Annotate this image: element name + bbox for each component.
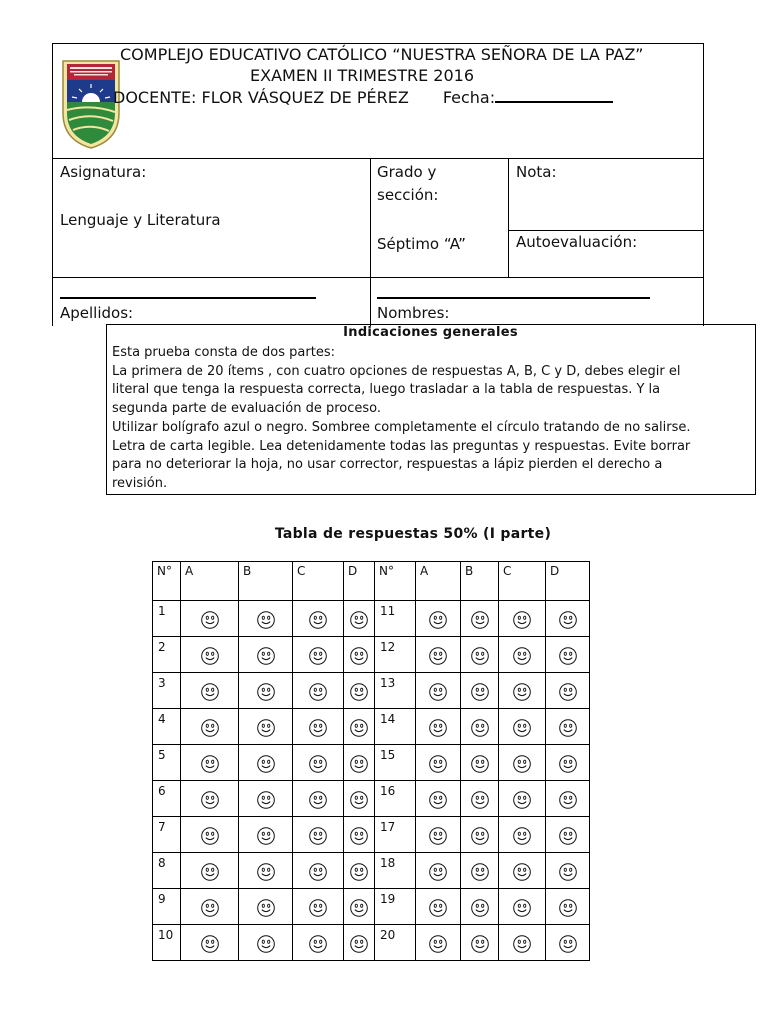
asignatura-label: Asignatura: bbox=[60, 163, 147, 181]
smiley-bubble-icon bbox=[512, 898, 532, 918]
answer-bubble-c[interactable] bbox=[293, 673, 344, 709]
answer-bubble-a[interactable] bbox=[416, 745, 461, 781]
answer-bubble-c[interactable] bbox=[499, 853, 546, 889]
smiley-bubble-icon bbox=[512, 790, 532, 810]
answer-bubble-a[interactable] bbox=[416, 709, 461, 745]
question-number-label: 19 bbox=[380, 892, 396, 906]
smiley-bubble-icon bbox=[558, 898, 578, 918]
smiley-bubble-icon bbox=[512, 934, 532, 954]
question-number-label: 16 bbox=[380, 784, 396, 798]
answer-bubble-d[interactable] bbox=[546, 745, 590, 781]
smiley-bubble-icon bbox=[558, 718, 578, 738]
smiley-bubble-icon bbox=[512, 610, 532, 630]
question-number-label: 17 bbox=[380, 820, 396, 834]
smiley-bubble-icon bbox=[349, 826, 369, 846]
header-a: A bbox=[416, 562, 461, 601]
answer-bubble-a[interactable] bbox=[416, 817, 461, 853]
indications-line: Esta prueba consta de dos partes: bbox=[112, 345, 335, 360]
answer-bubble-d[interactable] bbox=[344, 925, 375, 961]
smiley-bubble-icon bbox=[428, 862, 448, 882]
header-d: D bbox=[344, 562, 375, 601]
indications-line: La primera de 20 ítems , con cuatro opciones de respuestas A, B, C y D, debes elegir el bbox=[112, 363, 681, 379]
autoevaluacion-label: Autoevaluación: bbox=[516, 233, 638, 251]
smiley-bubble-icon bbox=[349, 718, 369, 738]
date-field[interactable] bbox=[495, 86, 613, 103]
answer-bubble-c[interactable] bbox=[499, 925, 546, 961]
smiley-bubble-icon bbox=[256, 898, 276, 918]
question-number-label: 1 bbox=[158, 604, 166, 618]
answer-table-caption: Tabla de respuestas 50% (I parte) bbox=[274, 526, 552, 542]
answer-bubble-d[interactable] bbox=[344, 745, 375, 781]
teacher-line bbox=[60, 86, 756, 108]
smiley-bubble-icon bbox=[308, 682, 328, 702]
smiley-bubble-icon bbox=[558, 862, 578, 882]
answer-row bbox=[153, 781, 590, 817]
smiley-bubble-icon bbox=[558, 790, 578, 810]
indications-line: literal que tenga la respuesta correcta, luego trasladar a la tabla de respuestas. Y la bbox=[112, 382, 661, 398]
smiley-bubble-icon bbox=[349, 610, 369, 630]
answer-bubble-a[interactable] bbox=[181, 601, 239, 637]
smiley-bubble-icon bbox=[470, 754, 490, 774]
answer-bubble-a[interactable] bbox=[416, 781, 461, 817]
info-divider bbox=[52, 277, 704, 278]
smiley-bubble-icon bbox=[470, 862, 490, 882]
answer-bubble-d[interactable] bbox=[546, 925, 590, 961]
smiley-bubble-icon bbox=[470, 718, 490, 738]
answer-bubble-d[interactable] bbox=[344, 601, 375, 637]
header-b: B bbox=[239, 562, 293, 601]
smiley-bubble-icon bbox=[470, 826, 490, 846]
smiley-bubble-icon bbox=[428, 898, 448, 918]
indications-line: Letra de carta legible. Lea detenidamente todas las preguntas y respuestas. Evite borrar bbox=[112, 438, 691, 454]
smiley-bubble-icon bbox=[308, 862, 328, 882]
answer-bubble-b[interactable] bbox=[461, 709, 499, 745]
header-c: C bbox=[293, 562, 344, 601]
answer-bubble-b[interactable] bbox=[239, 601, 293, 637]
answer-row bbox=[153, 601, 590, 637]
question-number-label: 11 bbox=[380, 604, 396, 618]
smiley-bubble-icon bbox=[200, 754, 220, 774]
smiley-bubble-icon bbox=[428, 610, 448, 630]
answer-bubble-c[interactable] bbox=[293, 637, 344, 673]
question-number bbox=[375, 817, 416, 853]
answer-bubble-a[interactable] bbox=[416, 925, 461, 961]
smiley-bubble-icon bbox=[308, 934, 328, 954]
smiley-bubble-icon bbox=[428, 718, 448, 738]
nombres-field[interactable] bbox=[377, 297, 650, 299]
smiley-bubble-icon bbox=[200, 826, 220, 846]
apellidos-label: Apellidos: bbox=[60, 304, 134, 322]
question-number-label: 18 bbox=[380, 856, 396, 870]
question-number bbox=[375, 925, 416, 961]
header-number: N° bbox=[153, 562, 181, 601]
smiley-bubble-icon bbox=[200, 718, 220, 738]
answer-table bbox=[152, 561, 590, 961]
smiley-bubble-icon bbox=[512, 826, 532, 846]
smiley-bubble-icon bbox=[512, 862, 532, 882]
smiley-bubble-icon bbox=[558, 934, 578, 954]
answer-bubble-d[interactable] bbox=[546, 637, 590, 673]
grado-label-1: Grado y bbox=[377, 163, 437, 181]
answer-bubble-b[interactable] bbox=[239, 637, 293, 673]
smiley-bubble-icon bbox=[470, 790, 490, 810]
question-number bbox=[153, 673, 181, 709]
question-number bbox=[153, 925, 181, 961]
smiley-bubble-icon bbox=[558, 682, 578, 702]
smiley-bubble-icon bbox=[200, 682, 220, 702]
answer-bubble-a[interactable] bbox=[416, 889, 461, 925]
header-a: A bbox=[181, 562, 239, 601]
question-number bbox=[375, 745, 416, 781]
answer-bubble-d[interactable] bbox=[546, 889, 590, 925]
answer-bubble-b[interactable] bbox=[239, 853, 293, 889]
question-number-label: 4 bbox=[158, 712, 166, 726]
smiley-bubble-icon bbox=[470, 682, 490, 702]
answer-bubble-a[interactable] bbox=[416, 601, 461, 637]
answer-bubble-b[interactable] bbox=[461, 745, 499, 781]
nombres-label: Nombres: bbox=[377, 304, 450, 322]
answer-bubble-c[interactable] bbox=[293, 853, 344, 889]
answer-row bbox=[153, 673, 590, 709]
indications-body bbox=[112, 344, 752, 494]
smiley-bubble-icon bbox=[349, 898, 369, 918]
question-number-label: 9 bbox=[158, 892, 166, 906]
answer-bubble-d[interactable] bbox=[344, 853, 375, 889]
asignatura-value: Lenguaje y Literatura bbox=[60, 211, 221, 229]
smiley-bubble-icon bbox=[349, 934, 369, 954]
answer-bubble-d[interactable] bbox=[344, 889, 375, 925]
answer-bubble-c[interactable] bbox=[499, 601, 546, 637]
smiley-bubble-icon bbox=[200, 610, 220, 630]
question-number-label: 5 bbox=[158, 748, 166, 762]
answer-bubble-a[interactable] bbox=[181, 817, 239, 853]
question-number-label: 20 bbox=[380, 928, 396, 942]
smiley-bubble-icon bbox=[308, 610, 328, 630]
smiley-bubble-icon bbox=[308, 718, 328, 738]
answer-bubble-a[interactable] bbox=[416, 853, 461, 889]
smiley-bubble-icon bbox=[308, 898, 328, 918]
info-col-divider-1 bbox=[370, 158, 371, 326]
answer-bubble-b[interactable] bbox=[239, 781, 293, 817]
smiley-bubble-icon bbox=[256, 718, 276, 738]
answer-bubble-a[interactable] bbox=[181, 637, 239, 673]
question-number bbox=[153, 781, 181, 817]
answer-bubble-b[interactable] bbox=[461, 925, 499, 961]
question-number bbox=[375, 889, 416, 925]
smiley-bubble-icon bbox=[256, 826, 276, 846]
answer-row bbox=[153, 853, 590, 889]
answer-bubble-b[interactable] bbox=[239, 709, 293, 745]
question-number-label: 7 bbox=[158, 820, 166, 834]
answer-bubble-a[interactable] bbox=[181, 925, 239, 961]
indications-line: para no deteriorar la hoja, no usar corrector, respuestas a lápiz pierden el derecho a bbox=[112, 457, 663, 473]
grado-value: Séptimo “A” bbox=[377, 235, 466, 253]
smiley-bubble-icon bbox=[349, 754, 369, 774]
question-number-label: 10 bbox=[158, 928, 174, 942]
smiley-bubble-icon bbox=[349, 862, 369, 882]
smiley-bubble-icon bbox=[558, 610, 578, 630]
answer-row bbox=[153, 637, 590, 673]
header-border-right bbox=[703, 43, 704, 326]
answer-row bbox=[153, 925, 590, 961]
answer-bubble-b[interactable] bbox=[239, 817, 293, 853]
smiley-bubble-icon bbox=[256, 862, 276, 882]
question-number bbox=[153, 853, 181, 889]
date-label: Fecha: bbox=[442, 88, 496, 107]
answer-bubble-d[interactable] bbox=[546, 817, 590, 853]
grado-label-2: sección: bbox=[377, 186, 439, 204]
indications-title: Indicaciones generales bbox=[343, 325, 518, 340]
answer-bubble-b[interactable] bbox=[239, 925, 293, 961]
answer-bubble-d[interactable] bbox=[546, 709, 590, 745]
teacher-name: DOCENTE: FLOR VÁSQUEZ DE PÉREZ bbox=[113, 88, 409, 107]
question-number bbox=[153, 745, 181, 781]
answer-bubble-c[interactable] bbox=[499, 709, 546, 745]
smiley-bubble-icon bbox=[558, 754, 578, 774]
answer-bubble-a[interactable] bbox=[416, 637, 461, 673]
answer-row bbox=[153, 709, 590, 745]
question-number-label: 6 bbox=[158, 784, 166, 798]
answer-bubble-b[interactable] bbox=[461, 889, 499, 925]
answer-bubble-c[interactable] bbox=[293, 817, 344, 853]
header-border-top bbox=[52, 43, 704, 44]
question-number bbox=[375, 709, 416, 745]
smiley-bubble-icon bbox=[308, 790, 328, 810]
answer-row bbox=[153, 889, 590, 925]
exam-header bbox=[60, 44, 756, 108]
answer-bubble-d[interactable] bbox=[546, 673, 590, 709]
smiley-bubble-icon bbox=[349, 790, 369, 810]
smiley-bubble-icon bbox=[256, 790, 276, 810]
school-name: COMPLEJO EDUCATIVO CATÓLICO “NUESTRA SEÑORA DE LA PAZ” bbox=[120, 45, 644, 64]
header-b: B bbox=[461, 562, 499, 601]
smiley-bubble-icon bbox=[200, 898, 220, 918]
answer-bubble-b[interactable] bbox=[239, 889, 293, 925]
smiley-bubble-icon bbox=[512, 646, 532, 666]
smiley-bubble-icon bbox=[512, 682, 532, 702]
smiley-bubble-icon bbox=[428, 754, 448, 774]
answer-bubble-a[interactable] bbox=[416, 673, 461, 709]
answer-bubble-c[interactable] bbox=[293, 601, 344, 637]
answer-bubble-c[interactable] bbox=[499, 889, 546, 925]
answer-row bbox=[153, 745, 590, 781]
question-number bbox=[153, 637, 181, 673]
question-number bbox=[375, 673, 416, 709]
answer-bubble-d[interactable] bbox=[344, 817, 375, 853]
answer-bubble-a[interactable] bbox=[181, 781, 239, 817]
smiley-bubble-icon bbox=[308, 646, 328, 666]
smiley-bubble-icon bbox=[470, 934, 490, 954]
answer-bubble-a[interactable] bbox=[181, 673, 239, 709]
question-number bbox=[153, 601, 181, 637]
answer-bubble-d[interactable] bbox=[344, 709, 375, 745]
smiley-bubble-icon bbox=[428, 790, 448, 810]
smiley-bubble-icon bbox=[256, 682, 276, 702]
answer-bubble-b[interactable] bbox=[461, 817, 499, 853]
smiley-bubble-icon bbox=[308, 754, 328, 774]
question-number bbox=[375, 637, 416, 673]
smiley-bubble-icon bbox=[349, 646, 369, 666]
smiley-bubble-icon bbox=[428, 646, 448, 666]
smiley-bubble-icon bbox=[470, 898, 490, 918]
smiley-bubble-icon bbox=[256, 754, 276, 774]
answer-bubble-a[interactable] bbox=[181, 709, 239, 745]
smiley-bubble-icon bbox=[308, 826, 328, 846]
question-number-label: 13 bbox=[380, 676, 396, 690]
smiley-bubble-icon bbox=[428, 682, 448, 702]
answer-bubble-c[interactable] bbox=[293, 889, 344, 925]
answer-bubble-a[interactable] bbox=[181, 745, 239, 781]
answer-table-header-row bbox=[153, 562, 590, 601]
answer-bubble-c[interactable] bbox=[499, 781, 546, 817]
answer-bubble-c[interactable] bbox=[499, 745, 546, 781]
answer-bubble-b[interactable] bbox=[461, 637, 499, 673]
answer-bubble-d[interactable] bbox=[546, 853, 590, 889]
question-number bbox=[375, 781, 416, 817]
answer-bubble-c[interactable] bbox=[499, 637, 546, 673]
smiley-bubble-icon bbox=[200, 646, 220, 666]
smiley-bubble-icon bbox=[256, 646, 276, 666]
answer-bubble-c[interactable] bbox=[293, 781, 344, 817]
question-number-label: 12 bbox=[380, 640, 396, 654]
answer-row bbox=[153, 817, 590, 853]
question-number bbox=[375, 853, 416, 889]
answer-bubble-c[interactable] bbox=[499, 673, 546, 709]
answer-bubble-d[interactable] bbox=[344, 781, 375, 817]
question-number-label: 14 bbox=[380, 712, 396, 726]
answer-bubble-d[interactable] bbox=[344, 637, 375, 673]
smiley-bubble-icon bbox=[512, 718, 532, 738]
smiley-bubble-icon bbox=[349, 682, 369, 702]
answer-bubble-d[interactable] bbox=[546, 781, 590, 817]
nota-label: Nota: bbox=[516, 163, 557, 181]
answer-bubble-b[interactable] bbox=[461, 781, 499, 817]
answer-bubble-c[interactable] bbox=[293, 709, 344, 745]
smiley-bubble-icon bbox=[428, 934, 448, 954]
answer-bubble-b[interactable] bbox=[239, 745, 293, 781]
question-number-label: 3 bbox=[158, 676, 166, 690]
header-divider bbox=[52, 158, 704, 159]
answer-bubble-b[interactable] bbox=[239, 673, 293, 709]
smiley-bubble-icon bbox=[200, 934, 220, 954]
question-number-label: 2 bbox=[158, 640, 166, 654]
smiley-bubble-icon bbox=[256, 610, 276, 630]
smiley-bubble-icon bbox=[200, 790, 220, 810]
answer-bubble-a[interactable] bbox=[181, 853, 239, 889]
info-col-divider-2 bbox=[508, 158, 509, 277]
answer-bubble-b[interactable] bbox=[461, 853, 499, 889]
header-number: N° bbox=[375, 562, 416, 601]
answer-bubble-b[interactable] bbox=[461, 673, 499, 709]
smiley-bubble-icon bbox=[256, 934, 276, 954]
smiley-bubble-icon bbox=[200, 862, 220, 882]
question-number bbox=[153, 817, 181, 853]
answer-bubble-c[interactable] bbox=[293, 745, 344, 781]
indications-line: Utilizar bolígrafo azul o negro. Sombree completamente el círculo tratando de no salirse. bbox=[112, 419, 691, 435]
question-number bbox=[153, 889, 181, 925]
question-number bbox=[153, 709, 181, 745]
apellidos-field[interactable] bbox=[60, 297, 316, 299]
answer-bubble-a[interactable] bbox=[181, 889, 239, 925]
indications-line: segunda parte de evaluación de proceso. bbox=[112, 401, 382, 417]
question-number bbox=[375, 601, 416, 637]
answer-bubble-d[interactable] bbox=[344, 673, 375, 709]
question-number-label: 15 bbox=[380, 748, 396, 762]
question-number-label: 8 bbox=[158, 856, 166, 870]
smiley-bubble-icon bbox=[558, 826, 578, 846]
answer-bubble-d[interactable] bbox=[546, 601, 590, 637]
header-border-left bbox=[52, 43, 53, 326]
smiley-bubble-icon bbox=[470, 610, 490, 630]
smiley-bubble-icon bbox=[428, 826, 448, 846]
smiley-bubble-icon bbox=[558, 646, 578, 666]
smiley-bubble-icon bbox=[470, 646, 490, 666]
smiley-bubble-icon bbox=[512, 754, 532, 774]
answer-bubble-c[interactable] bbox=[293, 925, 344, 961]
header-d: D bbox=[546, 562, 590, 601]
header-c: C bbox=[499, 562, 546, 601]
answer-bubble-c[interactable] bbox=[499, 817, 546, 853]
answer-bubble-b[interactable] bbox=[461, 601, 499, 637]
exam-title: EXAMEN II TRIMESTRE 2016 bbox=[250, 66, 474, 85]
indications-line: revisión. bbox=[112, 475, 168, 491]
